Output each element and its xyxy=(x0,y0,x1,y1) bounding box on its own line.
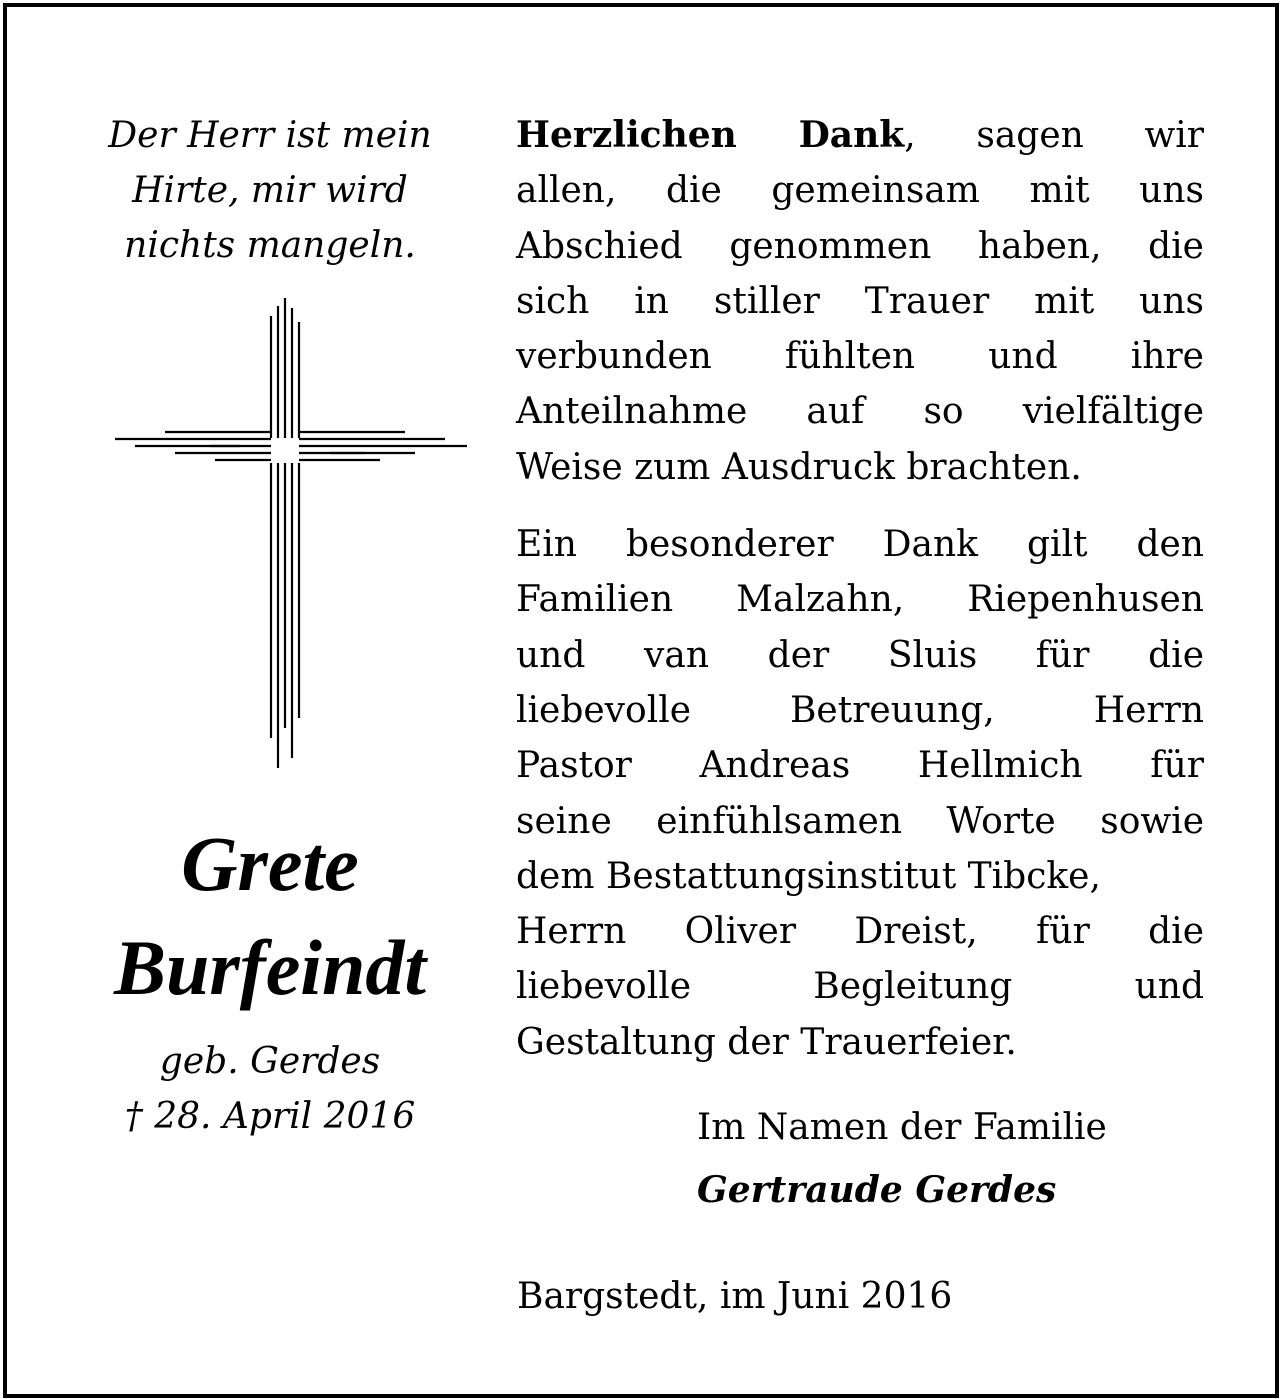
thanks-line: Gestaltung der Trauerfeier. xyxy=(516,1021,1017,1063)
verse-line-3: nichts mangeln. xyxy=(124,225,416,266)
thanks-line: liebevolle Begleitung und xyxy=(516,966,1204,1008)
signature-name: Gertraude Gerdes xyxy=(697,1169,1057,1211)
thanks-paragraph-2 xyxy=(516,517,1204,1070)
place-date: Bargstedt, im Juni 2016 xyxy=(517,1276,953,1317)
thanks-line: sich in stiller Trauer mit uns xyxy=(516,280,1204,322)
verse-line-2: Hirte, mir wird xyxy=(132,170,408,211)
bible-verse xyxy=(70,108,470,273)
first-name: Grete xyxy=(181,820,359,907)
thanks-paragraph-1 xyxy=(516,108,1204,495)
deceased-block xyxy=(60,812,480,1144)
thanks-line: Herzlichen Dank, sagen wir xyxy=(516,114,1204,156)
death-date: † 28. April 2016 xyxy=(124,1096,416,1137)
thanks-line: Anteilnahme auf so vielfältige xyxy=(516,391,1204,433)
verse-line-1: Der Herr ist mein xyxy=(108,115,432,156)
thanks-line: verbunden fühlten und ihre xyxy=(516,336,1204,378)
signature-intro: Im Namen der Familie xyxy=(697,1107,1107,1148)
thanks-line: liebevolle Betreuung, Herrn xyxy=(516,689,1204,731)
thanks-line: Abschied genommen haben, die xyxy=(516,225,1204,267)
last-name: Burfeindt xyxy=(113,924,427,1011)
thanks-line: Herrn Oliver Dreist, für die xyxy=(516,911,1204,953)
thanks-line: seine einfühlsamen Worte sowie xyxy=(516,800,1204,842)
thanks-heading: Herzlichen Dank xyxy=(516,114,905,156)
thanks-line: dem Bestattungsinstitut Tibcke, xyxy=(516,855,1101,897)
thanks-line: Familien Malzahn, Riepenhusen xyxy=(516,579,1204,621)
thanks-line: Pastor Andreas Hellmich für xyxy=(516,745,1204,787)
thanks-line: und van der Sluis für die xyxy=(516,634,1204,676)
thanks-line: Weise zum Ausdruck brachten. xyxy=(516,446,1082,488)
cross-icon xyxy=(115,298,467,768)
thanks-line: Ein besonderer Dank gilt den xyxy=(516,524,1204,566)
thanks-text xyxy=(516,108,1204,1070)
signature-block xyxy=(697,1097,1107,1221)
thanks-line: allen, die gemeinsam mit uns xyxy=(516,170,1204,212)
birth-name: geb. Gerdes xyxy=(159,1041,381,1082)
